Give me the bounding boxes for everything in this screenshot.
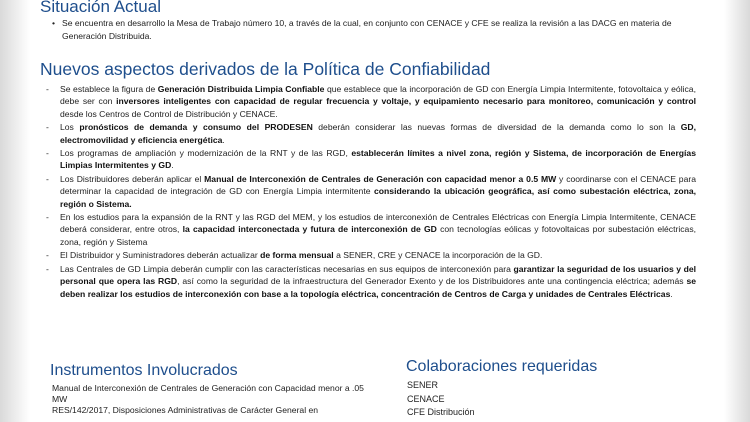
bullet: -: [46, 84, 49, 94]
text-run: El Distribuidor y Suministradores deberán actualizar: [60, 250, 261, 261]
bullet: -: [46, 173, 49, 184]
instrumentos-list: [52, 383, 372, 417]
nuevos-aspectos-title: Nuevos aspectos derivados de la Política de Confiabilidad: [40, 59, 491, 79]
text-run: y coordinarse con el CENACE para determinar la capacidad de integración de GD con Energía Limpia intermitente: [60, 173, 696, 197]
bold-text-run: establecerán límites a nivel zona, región y Sistema, de incorporación de Energías Limpias Intermitentes y GD: [60, 148, 696, 171]
instrumento-item: RES/142/2017, Disposiciones Administrativas de Carácter General en: [52, 405, 319, 416]
bullet: -: [46, 212, 49, 223]
bold-text-run: se deben realizar los estudios de interconexión con base a la topología eléctrica, concentración de Centros de Carga y unidades de Centrales Eléctricas: [60, 276, 696, 299]
bold-text-run: de forma mensual: [260, 250, 334, 261]
page-shadow-left: [0, 0, 30, 422]
text-run: En los estudios para la expansión de la RNT y las RGD del MEM, y los estudios de interconexión de Centrales Eléctricas con Energía Limpia Intermitente, CENACE deberá considerar, entre otros,: [60, 212, 696, 235]
instrumentos-title: Instrumentos Involucrados: [50, 362, 238, 379]
nuevos-aspectos-item: [46, 249, 696, 261]
bullet: •: [52, 18, 56, 28]
bullet: -: [46, 263, 49, 274]
situacion-list: [52, 17, 702, 43]
bold-text-run: inversores inteligentes con capacidad de regular frecuencia y voltaje, y equipamiento necesario para monitoreo, comunicación y control: [116, 96, 696, 107]
situacion-title: Situación Actual: [40, 0, 161, 16]
nuevos-aspectos-list: [46, 83, 696, 301]
bold-text-run: Generación Distribuida Limpia Confiable: [157, 84, 325, 94]
nuevos-aspectos-item: [46, 147, 696, 172]
text-run: Los: [60, 122, 80, 133]
bullet: -: [46, 122, 49, 133]
nuevos-aspectos-item: [46, 263, 696, 300]
bold-text-run: considerando la ubicación geográfica, así como subestación eléctrica, zona, región o Sistema.: [60, 186, 697, 209]
nuevos-aspectos-item: [46, 121, 696, 146]
bold-text-run: garantizar la seguridad de los usuarios y del personal que opera las RGD: [60, 263, 696, 287]
text-run: , así como la seguridad de la infraestructura del Generador Exento y de los Distribuidores ante una contingencia eléctrica; además: [177, 276, 687, 287]
bullet: -: [46, 148, 49, 159]
text-run: con tecnologías eólicas y fotovoltaicas por subestación eléctricas, zona, región y Sistema: [60, 224, 697, 247]
nuevos-aspectos-item: [46, 211, 696, 248]
text-run: que establece que la incorporación de GD con Energía Limpia Intermitente, fotovoltaica y eólica, debe ser con: [60, 84, 696, 107]
text-run: .: [171, 160, 174, 171]
text-run: Los Distribuidores deberán aplicar el: [60, 173, 205, 184]
page-shadow-right: [724, 0, 750, 422]
text-run: Los programas de ampliación y modernización de la RNT y de las RGD,: [60, 148, 352, 159]
bold-text-run: pronósticos de demanda y consumo del PRODESEN: [79, 122, 313, 133]
text-run: a SENER, CRE y CENACE la incorporación de la GD.: [333, 250, 543, 261]
text-run: deberán considerar las nuevas formas de diversidad de la demanda como lo son la: [312, 122, 681, 133]
text-run: .: [670, 288, 673, 299]
text-run: desde los Centros de Control de Distribución y CENACE.: [60, 108, 278, 119]
colaboraciones-title: Colaboraciones requeridas: [406, 358, 598, 375]
bold-text-run: GD, electromovilidad y eficiencia energética: [60, 122, 696, 145]
colaboracion-item: CFE Distribución: [407, 407, 475, 417]
colaboraciones-list: [407, 379, 475, 420]
bullet: -: [46, 250, 49, 261]
colaboracion-item: CENACE: [407, 393, 445, 404]
instrumento-item: Manual de Interconexión de Centrales de Generación con Capacidad menor a .05 MW: [52, 383, 364, 405]
text-run: .: [222, 134, 225, 145]
colaboracion-item: SENER: [407, 380, 439, 390]
nuevos-aspectos-item: [46, 83, 696, 120]
bold-text-run: la capacidad interconectada y futura de interconexión de GD: [182, 224, 437, 235]
situacion-item: [52, 17, 702, 43]
text-run: Las Centrales de GD Limpia deberán cumplir con las características necesarias en sus equipos de interconexión para: [60, 263, 514, 274]
nuevos-aspectos-item: [46, 173, 696, 210]
text-run: Se establece la figura de: [60, 84, 158, 94]
bold-text-run: Manual de Interconexión de Centrales de Generación con capacidad menor a 0.5 MW: [204, 173, 557, 184]
situacion-item-text: Se encuentra en desarrollo la Mesa de Trabajo número 10, a través de la cual, en conjunto con CENACE y CFE se realiza la revisión a las DACG en materia de Generación Distribuida.: [62, 18, 672, 41]
